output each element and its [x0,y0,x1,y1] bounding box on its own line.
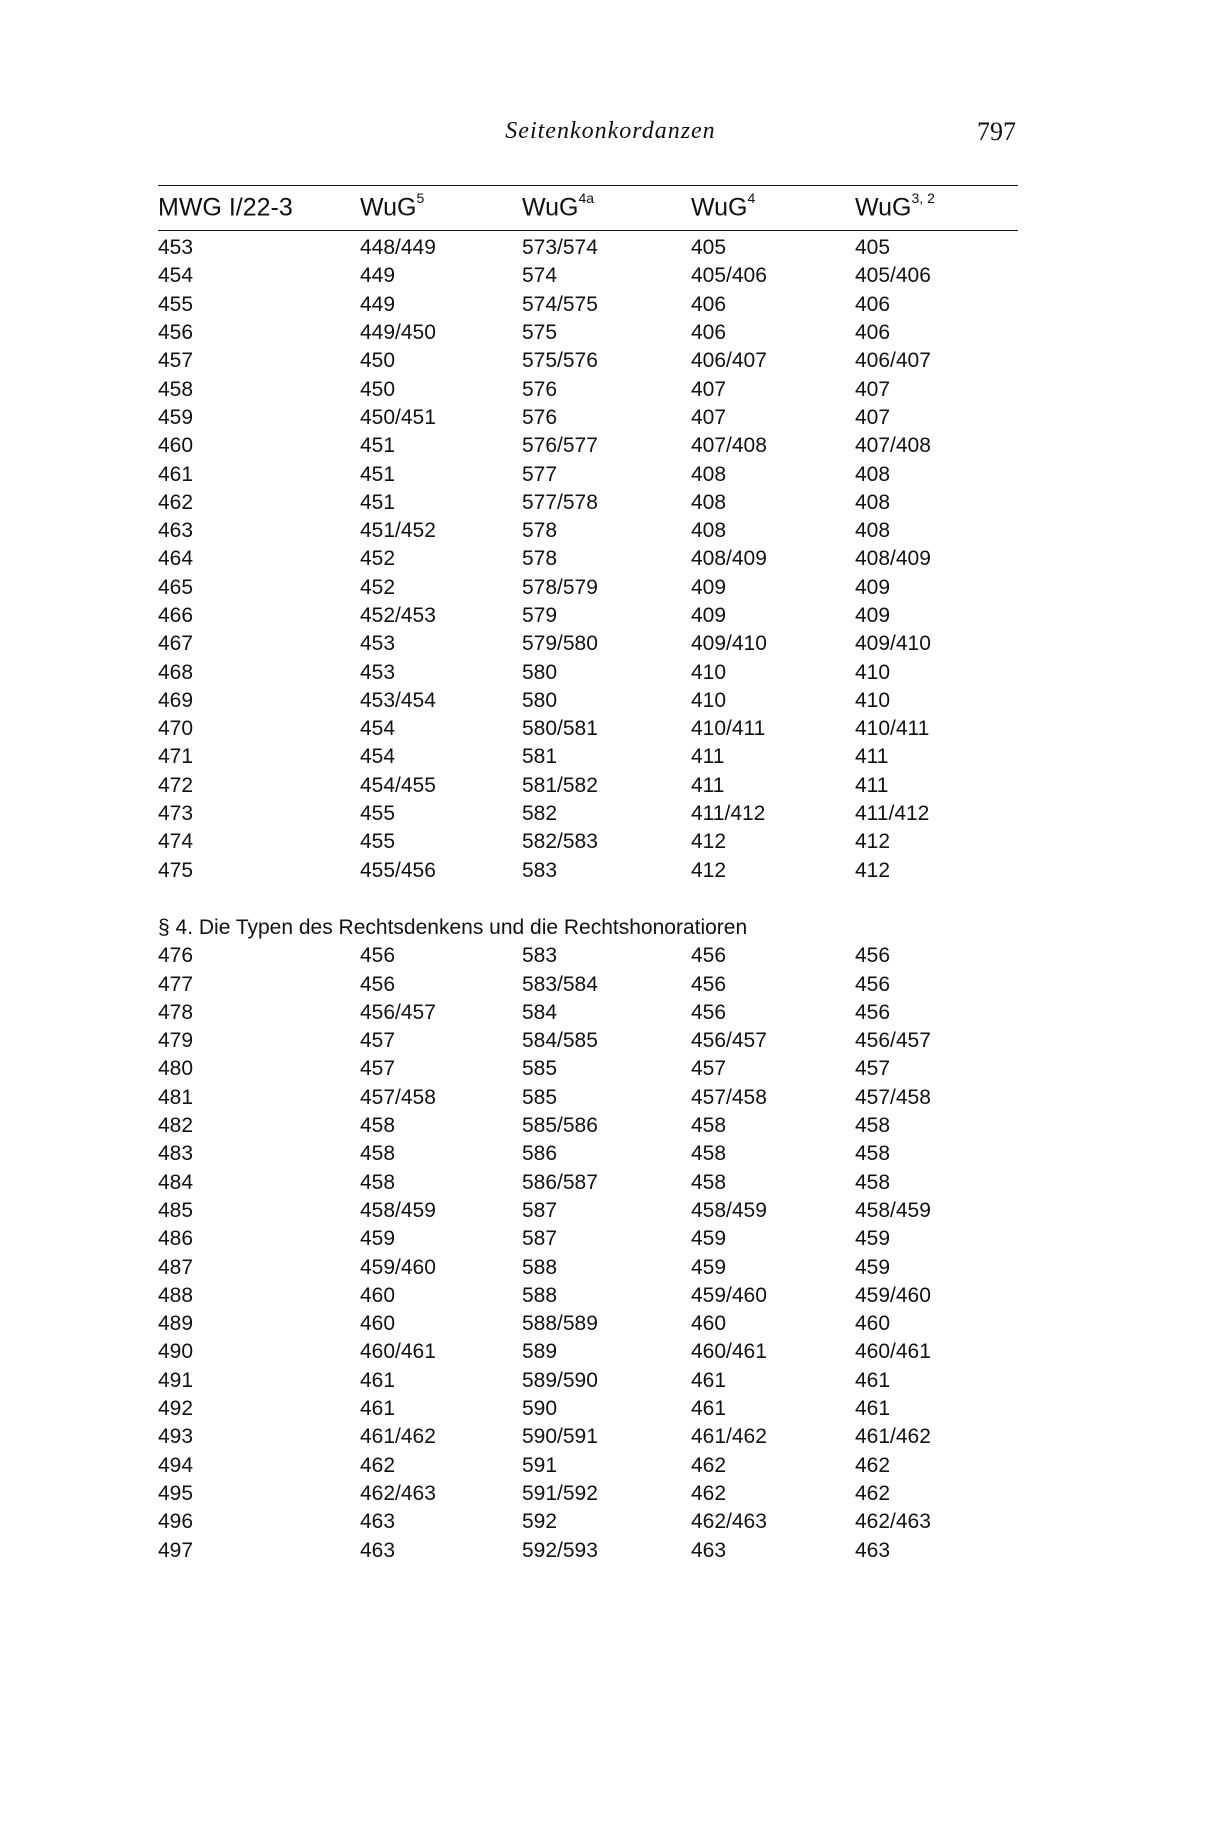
table-row [158,1536,1018,1564]
table-cell: 592/593 [522,1538,598,1562]
table-cell: 412 [691,858,727,882]
table-cell: 577 [522,462,558,486]
table-cell: 580/581 [522,717,598,741]
table-cell: 461/462 [691,1425,767,1449]
table-cell: 575 [522,321,558,345]
table-cell: 450/451 [360,405,436,429]
table-cell: 406/407 [691,349,767,373]
table-row [158,1084,1018,1112]
table-cell: 469 [158,688,194,712]
table-cell: 460 [855,1312,891,1336]
table-row [158,432,1018,460]
table-cell: 476 [158,944,194,968]
table-cell: 488 [158,1283,194,1307]
table-cell: 463 [691,1538,727,1562]
table-cell: 407 [691,405,727,429]
table-cell: 495 [158,1481,194,1505]
table-row [158,1140,1018,1168]
table-cell: 453/454 [360,688,436,712]
table-row [158,630,1018,658]
table-cell: 462 [691,1481,727,1505]
table-row [158,1282,1018,1310]
table-cell: 574/575 [522,292,598,316]
table-cell: 411 [855,745,889,769]
table-row [158,1225,1018,1253]
table-row [158,1310,1018,1338]
table-row [158,772,1018,800]
table-row [158,489,1018,517]
table-cell: 461 [360,1368,396,1392]
table-cell: 411 [855,773,889,797]
table-cell: 458 [855,1142,891,1166]
table-cell: 460/461 [360,1340,436,1364]
table-cell: 461 [691,1368,727,1392]
table-cell: 410 [691,660,727,684]
table-cell: 408/409 [691,547,767,571]
table-row [158,1367,1018,1395]
table-row [158,970,1018,998]
table-cell: 462 [691,1453,727,1477]
table-cell: 454/455 [360,773,436,797]
table-row [158,1395,1018,1423]
table-row [158,1197,1018,1225]
table-cell: 405/406 [855,264,931,288]
table-cell: 481 [158,1085,194,1109]
table-cell: 459/460 [360,1255,436,1279]
table-cell: 451 [360,490,396,514]
table-cell: 586/587 [522,1170,598,1194]
table-cell: 588/589 [522,1312,598,1336]
table-cell: 583 [522,858,558,882]
table-cell: 407 [691,377,727,401]
table-cell: 474 [158,830,194,854]
table-cell: 489 [158,1312,194,1336]
table-cell: 408 [855,519,891,543]
table-cell: 459 [691,1255,727,1279]
table-cell: 454 [360,745,396,769]
table-row [158,942,1018,970]
table-cell: 493 [158,1425,194,1449]
table-cell: 472 [158,773,194,797]
table-cell: 484 [158,1170,194,1194]
table-cell: 491 [158,1368,194,1392]
table-cell: 464 [158,547,194,571]
table-cell: 409 [855,604,891,627]
table-cell: 577/578 [522,490,598,514]
table-cell: 471 [158,745,194,769]
table-cell: 461 [360,1397,396,1421]
table-cell: 592 [522,1510,558,1534]
table-row [158,1480,1018,1508]
table-cell: 405 [855,236,891,260]
table-cell: 581 [522,745,558,769]
table-cell: 458 [691,1114,727,1138]
table-cell: 407/408 [691,434,767,458]
table-cell: 457 [360,1029,396,1053]
table-cell: 452/453 [360,604,436,627]
table-cell: 579/580 [522,632,598,656]
table-cell: 583/584 [522,972,598,996]
table-cell: 412 [855,858,891,882]
table-cell: 576 [522,405,558,429]
table-cell: 460/461 [691,1340,767,1364]
table-row [158,1338,1018,1366]
table-cell: 457 [158,349,194,373]
table-cell: 410 [855,660,891,684]
table-cell: 578/579 [522,575,598,599]
column-header: WuG$^5$ [360,190,425,222]
table-cell: 411 [691,773,725,797]
table-cell: 576/577 [522,434,598,458]
table-cell: 483 [158,1142,194,1166]
table-row [158,234,1018,262]
table-cell: 408 [691,462,727,486]
running-title: Seitenkonkordanzen [505,118,716,144]
table-cell: 467 [158,632,194,656]
table-cell: 450 [360,377,396,401]
table-cell: 589/590 [522,1368,598,1392]
table-cell: 409 [855,575,891,599]
table-header-row [158,185,1018,231]
table-row [158,999,1018,1027]
table-cell: 458/459 [691,1198,767,1222]
table-cell: 591/592 [522,1481,598,1505]
table-cell: 462/463 [691,1510,767,1534]
table-cell: 458/459 [855,1198,931,1222]
table-cell: 456 [691,972,727,996]
table-cell: 477 [158,972,194,996]
table-cell: 463 [360,1538,396,1562]
table-cell: 459 [360,1227,396,1251]
table-cell: 457 [360,1057,396,1081]
table-cell: 487 [158,1255,194,1279]
table-cell: 452 [360,575,396,599]
table-row [158,1253,1018,1281]
concordance-table [158,185,1018,1565]
table-cell: 456/457 [855,1029,931,1053]
table-cell: 460/461 [855,1340,931,1364]
table-cell: 590/591 [522,1425,598,1449]
table-cell: 497 [158,1538,194,1562]
table-cell: 578 [522,519,558,543]
table-cell: 407/408 [855,434,931,458]
table-cell: 410/411 [691,717,766,741]
table-cell: 582 [522,802,558,826]
table-cell: 409/410 [855,632,931,656]
table-row [158,743,1018,771]
table-cell: 449 [360,292,396,316]
table-cell: 408 [691,519,727,543]
table-cell: 451 [360,462,396,486]
table-cell: 457/458 [360,1085,436,1109]
table-row [158,658,1018,686]
table-cell: 496 [158,1510,194,1534]
table-cell: 580 [522,660,558,684]
table-row [158,800,1018,828]
table-cell: 454 [360,717,396,741]
table-cell: 410/411 [855,717,930,741]
table-cell: 453 [360,632,396,656]
table-cell: 478 [158,1000,194,1024]
table-cell: 458 [360,1114,396,1138]
table-cell: 574 [522,264,558,288]
table-cell: 463 [158,519,194,543]
section-heading: § 4. Die Typen des Rechtsdenkens und die Rechtshonoratioren [158,915,748,939]
table-cell: 462/463 [855,1510,931,1534]
table-cell: 455 [158,292,194,316]
column-header: WuG$^{4a}$ [522,190,595,222]
table-cell: 408 [855,462,891,486]
table-cell: 458 [691,1142,727,1166]
table-cell: 451 [360,434,396,458]
table-row [158,1169,1018,1197]
table-row [158,545,1018,573]
table-cell: 480 [158,1057,194,1081]
table-cell: 460 [360,1312,396,1336]
table-cell: 459 [158,405,194,429]
table-cell: 406/407 [855,349,931,373]
table-cell: 576 [522,377,558,401]
table-cell: 486 [158,1227,194,1251]
table-cell: 458/459 [360,1198,436,1222]
table-row [158,291,1018,319]
table-cell: 462 [855,1481,891,1505]
table-cell: 411/412 [691,802,766,826]
table-cell: 588 [522,1255,558,1279]
table-cell: 406 [855,292,891,316]
table-cell: 585 [522,1057,558,1081]
table-cell: 409 [691,575,727,599]
table-row [158,574,1018,602]
table-row [158,828,1018,856]
table-row [158,1055,1018,1083]
table-cell: 451/452 [360,519,436,543]
table-cell: 470 [158,717,194,741]
table-cell: 408/409 [855,547,931,571]
table-cell: 450 [360,349,396,373]
table-row [158,1508,1018,1536]
page-number: 797 [977,117,1016,146]
table-cell: 490 [158,1340,194,1364]
table-cell: 482 [158,1114,194,1138]
table-cell: 580 [522,688,558,712]
table-cell: 458 [360,1142,396,1166]
table-cell: 448/449 [360,236,436,260]
table-cell: 584/585 [522,1029,598,1053]
table-cell: 457 [855,1057,891,1081]
table-cell: 410 [855,688,891,712]
table-cell: 456 [158,321,194,345]
table-cell: 466 [158,604,194,627]
table-cell: 462 [855,1453,891,1477]
table-cell: 460 [158,434,194,458]
table-cell: 494 [158,1453,194,1477]
table-cell: 579 [522,604,558,627]
table-cell: 456 [855,972,891,996]
column-header: WuG$^4$ [691,190,756,222]
table-cell: 461/462 [855,1425,931,1449]
table-cell: 462/463 [360,1481,436,1505]
table-cell: 585/586 [522,1114,598,1138]
table-cell: 455 [360,830,396,854]
table-row [158,1027,1018,1055]
table-cell: 458 [855,1170,891,1194]
table-row [158,460,1018,488]
table-cell: 461 [855,1397,891,1421]
table-cell: 573/574 [522,236,598,260]
table-cell: 465 [158,575,194,599]
table-cell: 492 [158,1397,194,1421]
table-cell: 479 [158,1029,194,1053]
table-cell: 458 [691,1170,727,1194]
table-cell: 458 [360,1170,396,1194]
table-cell: 586 [522,1142,558,1166]
table-cell: 412 [691,830,727,854]
table-row [158,347,1018,375]
table-cell: 463 [855,1538,891,1562]
table-cell: 456/457 [691,1029,767,1053]
table-cell: 473 [158,802,194,826]
table-cell: 405 [691,236,727,260]
table-cell: 405/406 [691,264,767,288]
table-cell: 463 [360,1510,396,1534]
table-cell: 456/457 [360,1000,436,1024]
table-cell: 453 [158,236,194,260]
table-cell: 456 [360,972,396,996]
table-row [158,602,1018,630]
table-cell: 457 [691,1057,727,1081]
table-cell: 408 [691,490,727,514]
table-cell: 590 [522,1397,558,1421]
table-cell: 591 [522,1453,558,1477]
table-cell: 407 [855,405,891,429]
table-cell: 459 [855,1255,891,1279]
table-cell: 461 [855,1368,891,1392]
table-cell: 456 [691,944,727,968]
table-cell: 461/462 [360,1425,436,1449]
table-row [158,1423,1018,1451]
table-cell: 454 [158,264,194,288]
table-row [158,687,1018,715]
table-cell: 589 [522,1340,558,1364]
table-cell: 462 [360,1453,396,1477]
table-cell: 449/450 [360,321,436,345]
table-row [158,517,1018,545]
table-row [158,375,1018,403]
table-cell: 411 [691,745,725,769]
table-cell: 408 [855,490,891,514]
table-cell: 406 [855,321,891,345]
table-cell: 575/576 [522,349,598,373]
table-cell: 455 [360,802,396,826]
table-cell: 459/460 [855,1283,931,1307]
table-cell: 456 [691,1000,727,1024]
table-row [158,1112,1018,1140]
table-row [158,262,1018,290]
table-row [158,857,1018,885]
table-cell: 460 [691,1312,727,1336]
table-cell: 457/458 [691,1085,767,1109]
table-cell: 588 [522,1283,558,1307]
table-cell: 411/412 [855,802,930,826]
table-cell: 459 [855,1227,891,1251]
table-cell: 456 [855,944,891,968]
table-cell: 407 [855,377,891,401]
table-cell: 585 [522,1085,558,1109]
table-cell: 452 [360,547,396,571]
table-cell: 412 [855,830,891,854]
table-cell: 583 [522,944,558,968]
table-cell: 461 [158,462,194,486]
table-cell: 578 [522,547,558,571]
table-cell: 587 [522,1227,558,1251]
table-cell: 409/410 [691,632,767,656]
table-cell: 406 [691,321,727,345]
column-header: MWG I/22-3 [158,193,293,222]
table-cell: 581/582 [522,773,598,797]
table-cell: 462 [158,490,194,514]
table-cell: 457/458 [855,1085,931,1109]
table-cell: 459/460 [691,1283,767,1307]
table-cell: 468 [158,660,194,684]
table-cell: 410 [691,688,727,712]
column-header: WuG$^{3, 2}$ [855,190,935,222]
table-cell: 475 [158,858,194,882]
table-cell: 587 [522,1198,558,1222]
table-cell: 458 [158,377,194,401]
table-cell: 461 [691,1397,727,1421]
table-row [158,715,1018,743]
section-spacer [158,885,1018,914]
table-cell: 485 [158,1198,194,1222]
table-row [158,404,1018,432]
table-cell: 582/583 [522,830,598,854]
table-cell: 456 [360,944,396,968]
table-cell: 406 [691,292,727,316]
table-row [158,1451,1018,1479]
table-cell: 584 [522,1000,558,1024]
table-cell: 458 [855,1114,891,1138]
table-cell: 460 [360,1283,396,1307]
table-cell: 409 [691,604,727,627]
table-cell: 453 [360,660,396,684]
table-row [158,319,1018,347]
table-body [158,231,1018,1565]
table-cell: 456 [855,1000,891,1024]
table-cell: 459 [691,1227,727,1251]
table-cell: 455/456 [360,858,436,882]
table-cell: 449 [360,264,396,288]
